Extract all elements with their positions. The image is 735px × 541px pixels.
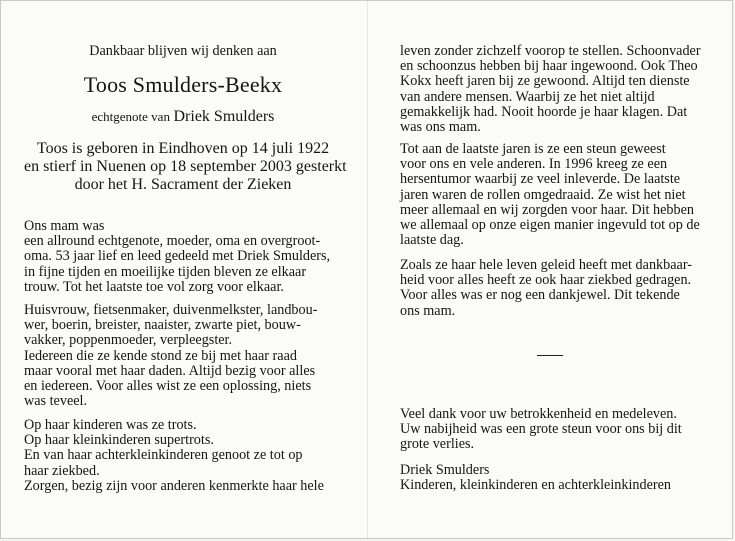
- spouse-line: [24, 109, 342, 125]
- text-line: Kokx heeft jaren bij ze gewoond. Altijd ten dienste: [400, 73, 690, 90]
- text-line: Tot aan de laatste jaren is ze een steun geweest: [400, 141, 666, 157]
- text-line: En van haar achterkleinkinderen genoot ze tot op: [24, 447, 303, 464]
- dates-block: [24, 140, 347, 194]
- left-paragraph-3: [24, 418, 342, 494]
- text-line: van andere mensen. Waarbij ze het niet altijd: [400, 88, 655, 105]
- spouse-prefix: echtgenote van: [91, 109, 170, 124]
- right-paragraph-2: [400, 142, 700, 248]
- text-line: meer allemaal en wij zorgden voor haar. Dit hebben: [400, 201, 695, 218]
- text-line: ons mam.: [400, 302, 456, 319]
- text-line: in fijne tijden en moeilijke tijden bleven ze elkaar: [24, 263, 307, 280]
- text-line: trouw. Tot het laatste toe vol zorg voor elkaar.: [24, 278, 284, 295]
- text-line: maar vooral met haar daden. Altijd bezig voor alles: [24, 362, 316, 379]
- text-line: grote verlies.: [400, 436, 475, 453]
- text-line: Zorgen, bezig zijn voor anderen kenmerkte haar hele: [24, 477, 324, 494]
- date-line: en stierf in Nuenen op 18 september 2003 gesterkt: [24, 158, 347, 175]
- text-line: voor ons en vele anderen. In 1996 kreeg ze een: [400, 156, 668, 173]
- text-line: Iedereen die ze kende stond ze bij met haar raad: [24, 347, 297, 364]
- right-paragraph-1: [400, 44, 700, 135]
- text-line: Voor alles was er nog een dankjewel. Dit tekende: [400, 287, 680, 304]
- left-paragraph-2: [24, 303, 342, 409]
- section-divider: [537, 355, 563, 356]
- text-line: oma. 53 jaar lief en leed gedeeld met Driek Smulders,: [24, 248, 331, 265]
- card-fold-line: [367, 1, 368, 538]
- signature-block: [400, 463, 700, 493]
- date-line: door het H. Sacrament der Zieken: [74, 176, 292, 193]
- signature-family: Kinderen, kleinkinderen en achterkleinkinderen: [400, 477, 672, 494]
- text-line: Op haar kleinkinderen supertrots.: [24, 432, 214, 449]
- text-line: Ons mam was: [24, 218, 105, 234]
- text-line: wer, boerin, breister, naaister, zwarte piet, bouw-: [24, 317, 301, 334]
- spouse-name: Driek Smulders: [173, 108, 275, 125]
- text-line: hersentumor waarbij ze veel inleverde. De laatste: [400, 171, 681, 188]
- text-line: Uw nabijheid was een grote steun voor ons bij dit: [400, 421, 682, 438]
- text-line: was teveel.: [24, 393, 88, 410]
- left-paragraph-1: [24, 219, 342, 295]
- deceased-name: Toos Smulders-Beekx: [83, 72, 283, 97]
- text-line: gemakkelijk had. Nooit hoorde je haar klagen. Dat: [400, 103, 688, 120]
- thanks-paragraph: [400, 407, 700, 453]
- text-line: jaren waren de rollen omgedraaid. Ze wist het niet: [400, 186, 686, 203]
- text-line: haar ziekbed.: [24, 462, 100, 479]
- right-paragraph-3: [400, 258, 700, 319]
- header-text: Dankbaar blijven wij denken aan: [89, 43, 277, 59]
- signature-name: Driek Smulders: [400, 462, 490, 478]
- text-line: Zoals ze haar hele leven geleid heeft met dankbaar-: [400, 257, 692, 273]
- text-line: een allround echtgenote, moeder, oma en overgroot-: [24, 233, 321, 250]
- text-line: heid voor alles heeft ze ook haar ziekbed gedragen.: [400, 272, 692, 289]
- text-line: vakker, poppenmoeder, verpleegster.: [24, 332, 233, 349]
- text-line: en schoonzus hebben bij haar ingewoond. Ook Theo: [400, 58, 698, 75]
- text-line: we allemaal op onze eigen manier ingevuld tot op de: [400, 217, 700, 234]
- text-line: Veel dank voor uw betrokkenheid en medeleven.: [400, 406, 677, 422]
- text-line: Huisvrouw, fietsenmaker, duivenmelkster, landbou-: [24, 302, 318, 318]
- text-line: leven zonder zichzelf voorop te stellen. Schoonvader: [400, 43, 701, 59]
- text-line: laatste dag.: [400, 232, 464, 249]
- text-line: en iedereen. Voor alles wist ze een oplossing, niets: [24, 378, 312, 395]
- text-line: Op haar kinderen was ze trots.: [24, 417, 197, 433]
- text-line: was ons mam.: [400, 119, 481, 136]
- date-line: Toos is geboren in Eindhoven op 14 juli 1922: [36, 140, 330, 157]
